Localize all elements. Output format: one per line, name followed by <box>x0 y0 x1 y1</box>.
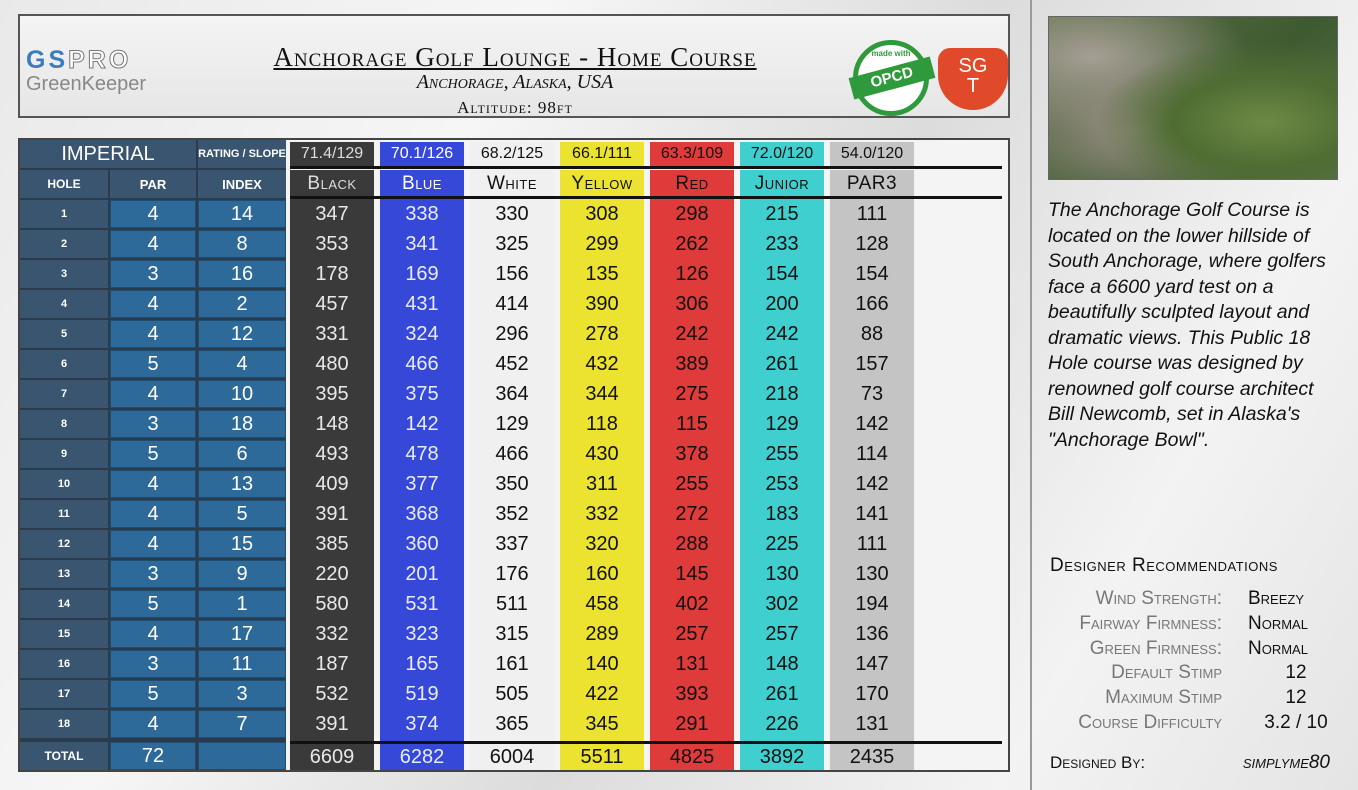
tee-yardage: 131 <box>855 712 889 735</box>
hole-index: 2 <box>198 290 286 318</box>
tee-rating: 54.0/120 <box>830 142 914 166</box>
tee-rating: 70.1/126 <box>380 142 464 166</box>
hole-par: 3 <box>110 260 196 288</box>
tee-yardage: 129 <box>495 412 529 435</box>
tee-yardage: 325 <box>495 232 529 255</box>
course-location: Anchorage, Alaska, USA <box>416 71 614 93</box>
recommendation-row <box>1040 613 1340 638</box>
tee-yardage: 147 <box>855 652 889 675</box>
tee-yardage: 160 <box>585 562 619 585</box>
recommendation-row <box>1040 712 1340 737</box>
hole-index: 12 <box>198 320 286 348</box>
recommendation-value: Normal <box>1248 637 1308 659</box>
hole-index: 3 <box>198 680 286 708</box>
tee-yardage: 131 <box>675 652 709 675</box>
tee-yardage: 432 <box>585 352 619 375</box>
tee-rating: 72.0/120 <box>740 142 824 166</box>
hole-par: 4 <box>110 710 196 738</box>
tee-yardage: 306 <box>675 292 709 315</box>
recommendation-label: Course Difficulty <box>1078 712 1222 733</box>
col-hole-header: HOLE <box>20 170 108 198</box>
tee-yardage: 261 <box>765 682 799 705</box>
recommendation-value: Normal <box>1248 612 1308 634</box>
hole-par: 4 <box>110 320 196 348</box>
tee-yardage: 298 <box>675 202 709 225</box>
tee-yardage: 360 <box>405 532 439 555</box>
hole-number: 2 <box>20 230 108 258</box>
tee-yardage: 350 <box>495 472 529 495</box>
tee-yardage: 323 <box>405 622 439 645</box>
tee-yardage: 374 <box>405 712 439 735</box>
tee-total: 6282 <box>399 745 445 768</box>
tee-yardage: 166 <box>855 292 889 315</box>
hole-index: 15 <box>198 530 286 558</box>
tee-yardage: 111 <box>856 532 888 555</box>
tee-yardage: 194 <box>855 592 889 615</box>
rating-slope-label: RATING / SLOPE <box>198 140 286 168</box>
tee-yardage: 409 <box>315 472 349 495</box>
tee-yardage: 480 <box>315 352 349 375</box>
tee-yardage: 154 <box>855 262 889 285</box>
tee-yardage: 422 <box>585 682 619 705</box>
tee-yardage: 201 <box>405 562 439 585</box>
hole-number: 1 <box>20 200 108 228</box>
recommendation-label: Wind Strength: <box>1095 588 1222 609</box>
units-label: IMPERIAL <box>20 140 196 168</box>
divider-line <box>290 196 1002 199</box>
tee-yardage: 140 <box>585 652 619 675</box>
hole-par: 5 <box>110 440 196 468</box>
tee-yardage: 299 <box>585 232 619 255</box>
hole-number: 7 <box>20 380 108 408</box>
tee-yardage: 341 <box>405 232 439 255</box>
tee-yardage: 395 <box>315 382 349 405</box>
tee-yardage: 511 <box>496 592 528 615</box>
tee-yardage: 157 <box>855 352 889 375</box>
tee-yardage: 136 <box>855 622 889 645</box>
hole-index: 13 <box>198 470 286 498</box>
tee-yardage: 402 <box>675 592 709 615</box>
tee-yardage: 478 <box>405 442 439 465</box>
tee-yardage: 129 <box>765 412 799 435</box>
tee-yardage: 111 <box>856 202 888 225</box>
tee-yardage: 308 <box>585 202 619 225</box>
tee-yardage: 156 <box>495 262 529 285</box>
tee-yardage: 353 <box>315 232 349 255</box>
hole-number: 6 <box>20 350 108 378</box>
tee-rating: 66.1/111 <box>560 142 644 166</box>
opcd-badge-logo: made with OPCD <box>853 40 929 116</box>
tee-yardage: 291 <box>675 712 709 735</box>
hole-number: 8 <box>20 410 108 438</box>
hole-index: 8 <box>198 230 286 258</box>
tee-yardage: 289 <box>585 622 619 645</box>
tee-total: 2435 <box>849 745 895 768</box>
tee-yardage: 242 <box>765 322 799 345</box>
tee-yardage: 114 <box>856 442 888 465</box>
tee-yardage: 148 <box>765 652 799 675</box>
hole-par: 4 <box>110 500 196 528</box>
hole-index: 6 <box>198 440 286 468</box>
tee-yardage: 378 <box>675 442 709 465</box>
tee-yardage: 278 <box>585 322 619 345</box>
tee-yardage: 176 <box>495 562 529 585</box>
tee-yardage: 364 <box>495 382 529 405</box>
course-title: Anchorage Golf Lounge - Home Course <box>273 42 757 72</box>
tee-yardage: 532 <box>315 682 349 705</box>
tee-yardage: 331 <box>315 322 349 345</box>
hole-index: 7 <box>198 710 286 738</box>
tee-yardage: 452 <box>495 352 529 375</box>
tee-yardage: 347 <box>315 202 349 225</box>
tee-yardage: 257 <box>765 622 799 645</box>
total-index <box>198 742 286 770</box>
tee-yardage: 431 <box>405 292 439 315</box>
tee-yardage: 352 <box>495 502 529 525</box>
hole-index: 11 <box>198 650 286 678</box>
tee-yardage: 320 <box>585 532 619 555</box>
tee-yardage: 466 <box>495 442 529 465</box>
tee-yardage: 338 <box>405 202 439 225</box>
gspro-logo: GSPRO GreenKeeper <box>26 46 147 95</box>
course-altitude: Altitude: 98ft <box>457 98 573 117</box>
tee-yardage: 505 <box>495 682 529 705</box>
tee-total: 4825 <box>669 745 715 768</box>
tee-yardage: 141 <box>855 502 889 525</box>
total-label: TOTAL <box>20 742 108 770</box>
tee-yardage: 377 <box>405 472 439 495</box>
tee-yardage: 296 <box>495 322 529 345</box>
recommendation-value: Breezy <box>1248 588 1305 609</box>
tee-yardage: 337 <box>495 532 529 555</box>
hole-par: 3 <box>110 560 196 588</box>
hole-index: 10 <box>198 380 286 408</box>
tee-yardage: 332 <box>585 502 619 525</box>
tee-yardage: 493 <box>315 442 349 465</box>
tee-yardage: 345 <box>585 712 619 735</box>
tee-rating: 68.2/125 <box>470 142 554 166</box>
total-par: 72 <box>110 742 196 770</box>
hole-index: 1 <box>198 590 286 618</box>
tee-total: 3892 <box>759 745 805 768</box>
course-aerial-map <box>1048 16 1338 180</box>
hole-index: 14 <box>198 200 286 228</box>
hole-par: 4 <box>110 200 196 228</box>
tee-yardage: 365 <box>495 712 529 735</box>
tee-yardage: 242 <box>675 322 709 345</box>
tee-name: PAR3 <box>830 170 914 198</box>
tee-yardage: 393 <box>675 682 709 705</box>
tee-yardage: 390 <box>585 292 619 315</box>
hole-number: 11 <box>20 500 108 528</box>
sgt-logo: SG T <box>938 48 1008 110</box>
designed-by-label: Designed By: <box>1050 753 1146 772</box>
tee-yardage: 253 <box>765 472 799 495</box>
hole-par: 3 <box>110 650 196 678</box>
tee-yardage: 324 <box>405 322 439 345</box>
tee-yardage: 154 <box>765 262 799 285</box>
hole-par: 5 <box>110 350 196 378</box>
recommendation-value: 12 <box>1285 687 1307 709</box>
tee-name: Junior <box>740 170 824 198</box>
tee-yardage: 142 <box>405 412 439 435</box>
tee-yardage: 130 <box>765 562 799 585</box>
tee-yardage: 288 <box>675 532 709 555</box>
tee-yardage: 261 <box>765 352 799 375</box>
recommendation-label: Maximum Stimp <box>1105 687 1222 709</box>
hole-par: 5 <box>110 680 196 708</box>
tee-total: 6609 <box>309 745 355 768</box>
hole-par: 4 <box>110 620 196 648</box>
hole-index: 5 <box>198 500 286 528</box>
recommendation-row <box>1040 588 1340 613</box>
tee-yardage: 226 <box>765 712 799 735</box>
tee-yardage: 220 <box>315 562 349 585</box>
tee-yardage: 315 <box>495 622 529 645</box>
hole-number: 18 <box>20 710 108 738</box>
tee-yardage: 255 <box>765 442 799 465</box>
tee-yardage: 88 <box>860 322 884 345</box>
hole-par: 5 <box>110 590 196 618</box>
panel-divider <box>1030 0 1032 790</box>
tee-name: White <box>470 170 554 198</box>
recommendation-value: 12 <box>1285 662 1307 684</box>
tee-yardage: 275 <box>675 382 709 405</box>
hole-number: 9 <box>20 440 108 468</box>
hole-par: 4 <box>110 470 196 498</box>
hole-number: 12 <box>20 530 108 558</box>
tee-yardage: 311 <box>586 472 618 495</box>
tee-yardage: 142 <box>855 412 889 435</box>
tee-yardage: 332 <box>315 622 349 645</box>
tee-yardage: 255 <box>675 472 709 495</box>
hole-index: 9 <box>198 560 286 588</box>
hole-par: 4 <box>110 230 196 258</box>
tee-yardage: 128 <box>855 232 889 255</box>
tee-yardage: 126 <box>675 262 709 285</box>
hole-number: 16 <box>20 650 108 678</box>
recommendation-label: Default Stimp <box>1111 662 1222 684</box>
tee-yardage: 531 <box>405 592 439 615</box>
course-description: The Anchorage Golf Course is located on the lower hillside of South Anchorage, where golfers face a 6600 yard test on a beautifully sculpted layout and dramatic views. This Public 18 Hole course was designed by renowned golf course architect Bill Newcomb, set in Alaska's "Anchorage Bowl". <box>1048 199 1326 451</box>
tee-yardage: 344 <box>585 382 619 405</box>
hole-number: 15 <box>20 620 108 648</box>
tee-name: Black <box>290 170 374 198</box>
tee-yardage: 519 <box>405 682 439 705</box>
hole-par: 4 <box>110 380 196 408</box>
tee-name: Blue <box>380 170 464 198</box>
tee-yardage: 262 <box>675 232 709 255</box>
recommendation-label: Fairway Firmness: <box>1079 612 1222 634</box>
recommendation-row <box>1040 687 1340 712</box>
hole-number: 3 <box>20 260 108 288</box>
tee-yardage: 302 <box>765 592 799 615</box>
tee-yardage: 391 <box>315 502 349 525</box>
tee-yardage: 200 <box>765 292 799 315</box>
hole-par: 3 <box>110 410 196 438</box>
col-par-header: PAR <box>110 170 196 198</box>
hole-index: 17 <box>198 620 286 648</box>
tee-yardage: 368 <box>405 502 439 525</box>
tee-yardage: 389 <box>675 352 709 375</box>
tee-yardage: 142 <box>855 472 889 495</box>
hole-number: 17 <box>20 680 108 708</box>
hole-index: 18 <box>198 410 286 438</box>
recommendation-value: 3.2 / 10 <box>1264 712 1328 733</box>
tee-yardage: 385 <box>315 532 349 555</box>
hole-number: 14 <box>20 590 108 618</box>
tee-yardage: 165 <box>405 652 439 675</box>
tee-yardage: 187 <box>315 652 349 675</box>
greenkeeper-label: GreenKeeper <box>26 73 147 95</box>
tee-yardage: 375 <box>405 382 439 405</box>
recommendation-label: Green Firmness: <box>1089 637 1222 659</box>
hole-number: 5 <box>20 320 108 348</box>
tee-yardage: 118 <box>586 412 618 435</box>
tee-yardage: 145 <box>675 562 709 585</box>
designer-name: simplyme80 <box>1242 752 1330 773</box>
tee-yardage: 457 <box>315 292 349 315</box>
hole-number: 13 <box>20 560 108 588</box>
tee-yardage: 257 <box>675 622 709 645</box>
tee-yardage: 73 <box>860 382 884 405</box>
tee-yardage: 458 <box>585 592 619 615</box>
tee-rating: 71.4/129 <box>290 142 374 166</box>
tee-yardage: 218 <box>765 382 799 405</box>
tee-name: Yellow <box>560 170 644 198</box>
hole-number: 10 <box>20 470 108 498</box>
tee-yardage: 170 <box>855 682 889 705</box>
tee-total: 5511 <box>580 745 624 768</box>
hole-number: 4 <box>20 290 108 318</box>
tee-yardage: 272 <box>675 502 709 525</box>
tee-yardage: 414 <box>495 292 529 315</box>
hole-index: 16 <box>198 260 286 288</box>
tee-yardage: 391 <box>315 712 349 735</box>
divider-line <box>290 741 1002 744</box>
tee-name: Red <box>650 170 734 198</box>
tee-yardage: 130 <box>855 562 889 585</box>
tee-yardage: 135 <box>585 262 619 285</box>
tee-yardage: 466 <box>405 352 439 375</box>
tee-total: 6004 <box>489 745 535 768</box>
tee-yardage: 233 <box>765 232 799 255</box>
hole-index: 4 <box>198 350 286 378</box>
tee-yardage: 169 <box>405 262 439 285</box>
recommendations-title: Designer Recommendations <box>1050 555 1278 576</box>
course-header <box>18 14 1010 118</box>
tee-rating: 63.3/109 <box>650 142 734 166</box>
tee-yardage: 225 <box>765 532 799 555</box>
tee-yardage: 430 <box>585 442 619 465</box>
tee-yardage: 161 <box>495 652 529 675</box>
tee-yardage: 148 <box>315 412 349 435</box>
recommendation-row <box>1040 638 1340 663</box>
tee-yardage: 183 <box>765 502 799 525</box>
hole-par: 4 <box>110 530 196 558</box>
tee-yardage: 330 <box>495 202 529 225</box>
col-index-header: INDEX <box>198 170 286 198</box>
recommendation-row <box>1040 662 1340 687</box>
tee-yardage: 178 <box>315 262 349 285</box>
tee-yardage: 580 <box>315 592 349 615</box>
tee-yardage: 115 <box>676 412 708 435</box>
divider-line <box>290 166 1002 169</box>
tee-yardage: 215 <box>765 202 799 225</box>
hole-par: 4 <box>110 290 196 318</box>
